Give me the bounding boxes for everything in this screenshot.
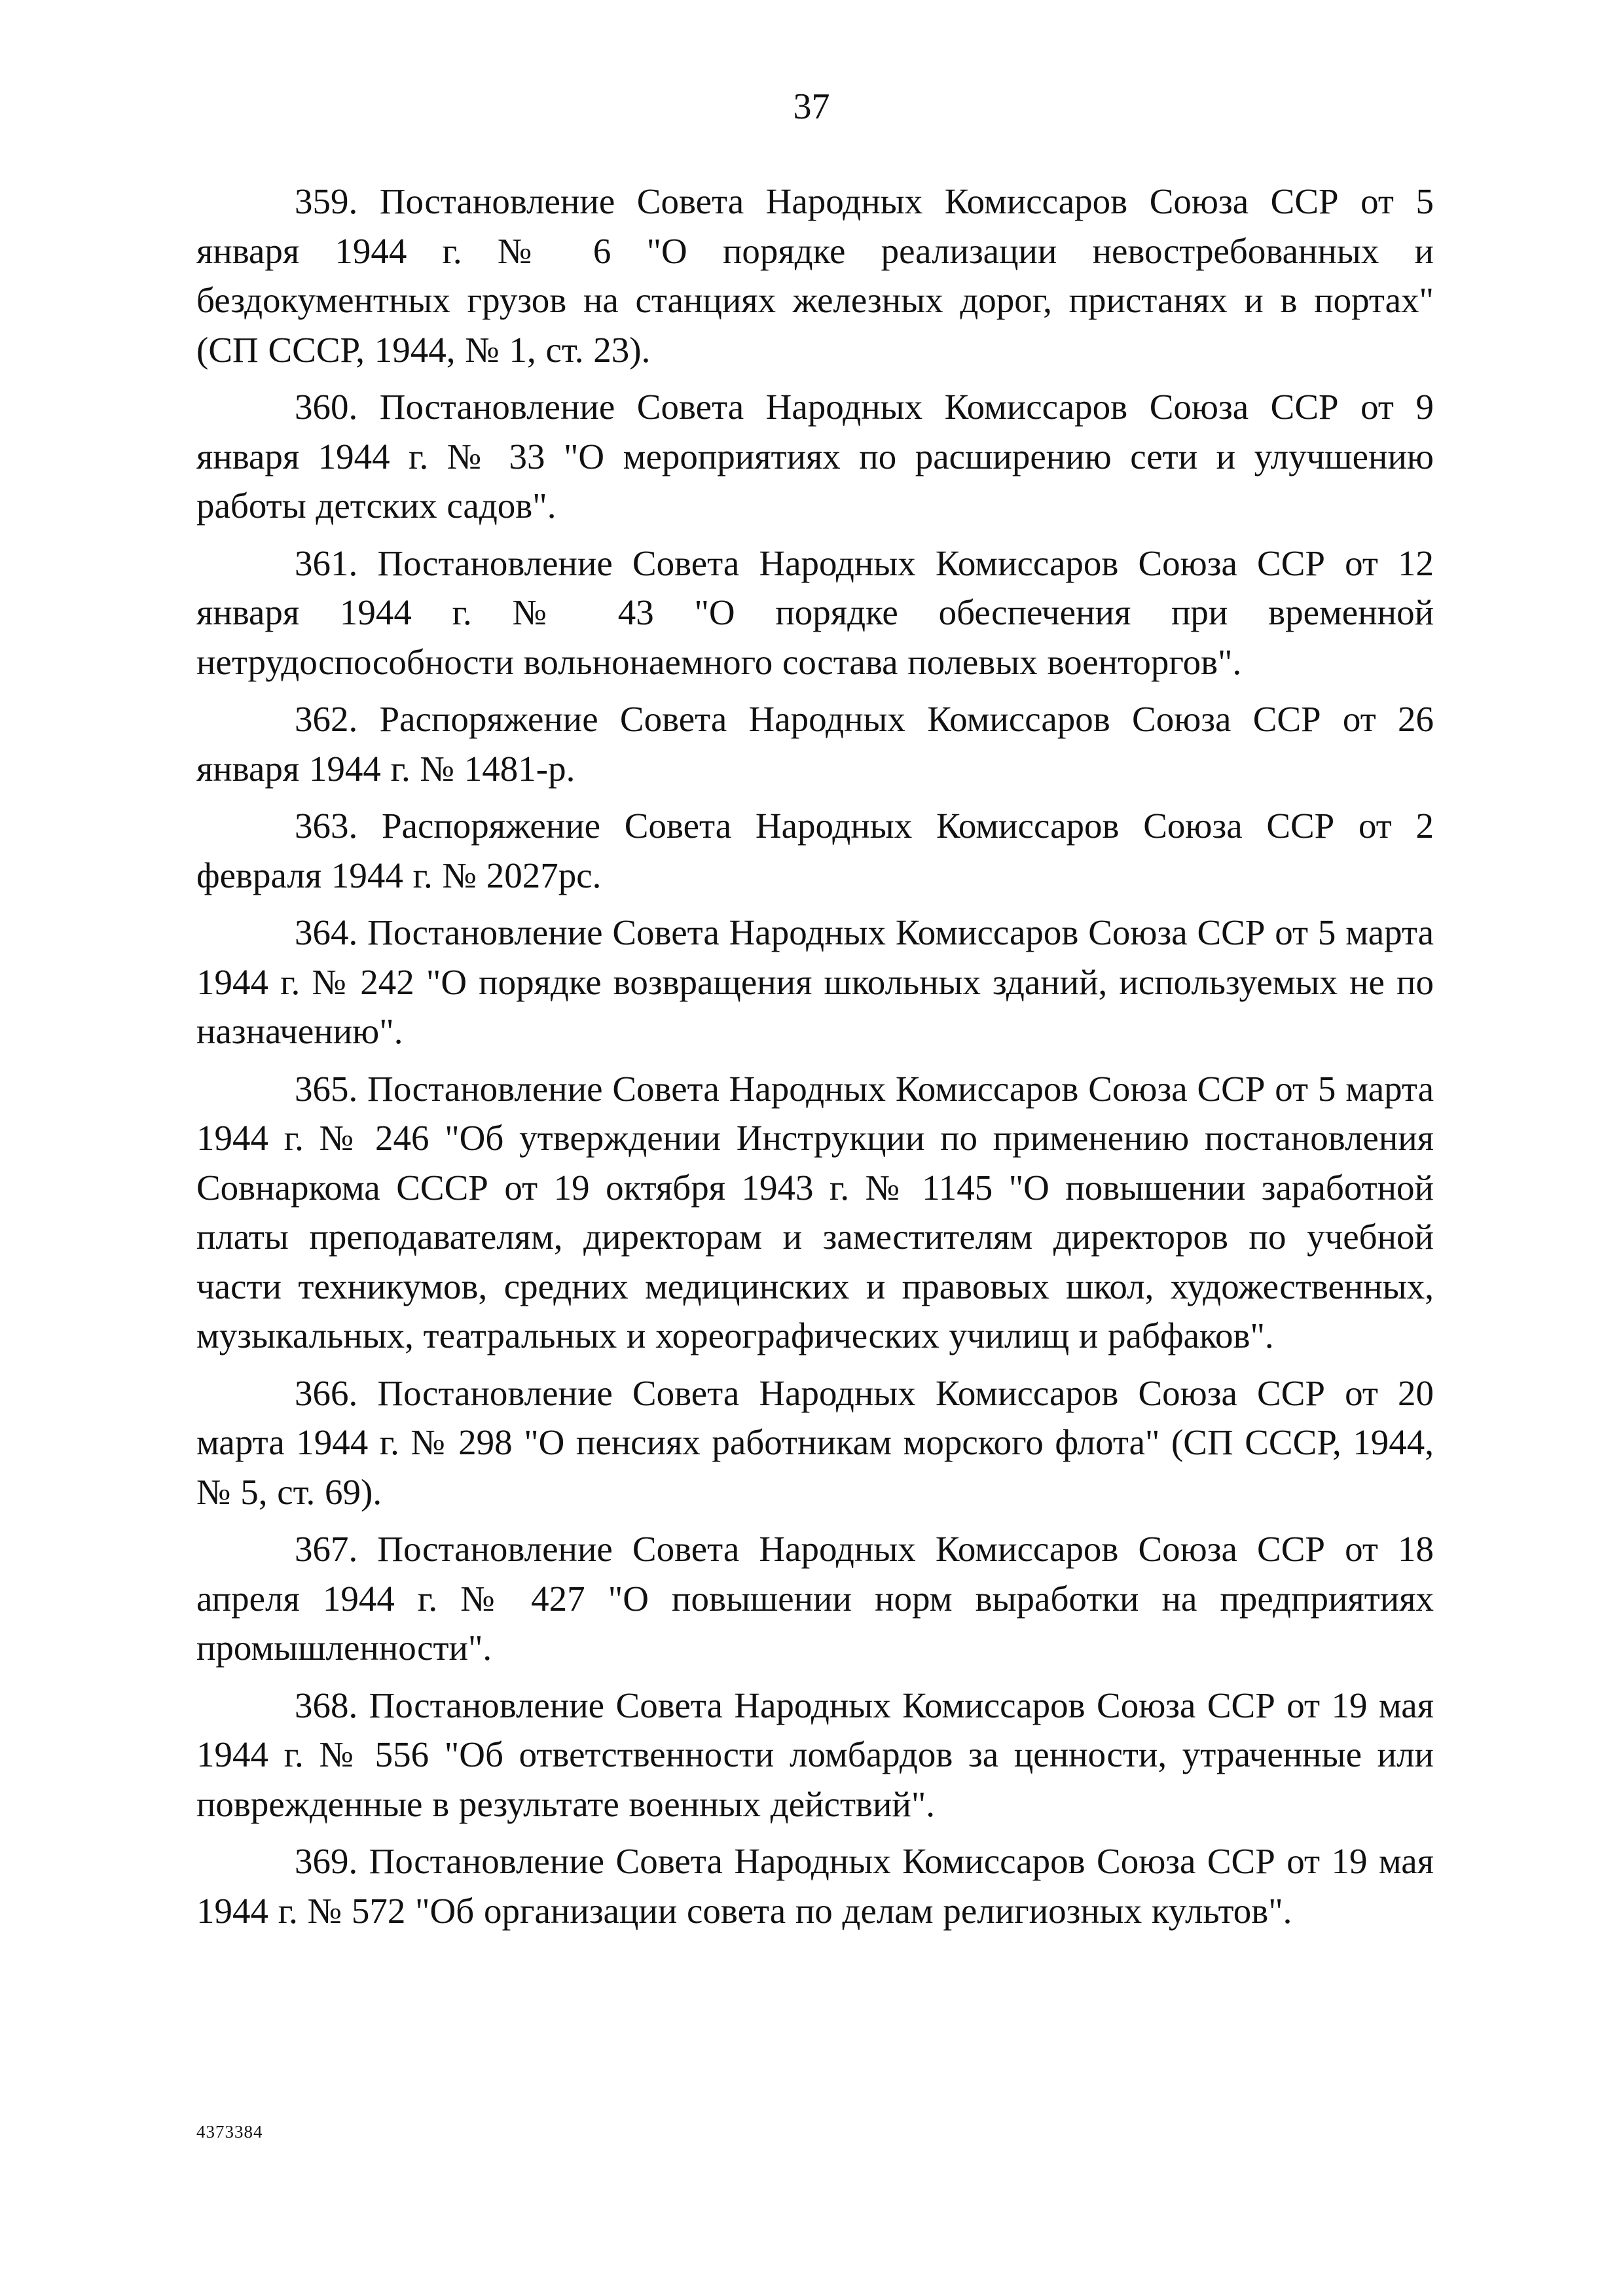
list-item: 360. Постановление Совета Народных Комиссаров Союза ССР от 9 января 1944 г. № 33 "О мероприятиях по расширению сети и улучшению работы детских садов". (196, 387, 1434, 526)
page-number: 37 (793, 86, 830, 127)
list-item: 363. Распоряжение Совета Народных Комиссаров Союза ССР от 2 февраля 1944 г. № 2027рс. (196, 806, 1434, 895)
list-item: 359. Постановление Совета Народных Комиссаров Союза ССР от 5 января 1944 г. № 6 "О порядке реализации невостребованных и бездокументных грузов на станциях железных дорог, пристанях и в портах" (СП СССР, 1944, № 1, ст. 23). (196, 181, 1434, 370)
list-item: 365. Постановление Совета Народных Комиссаров Союза ССР от 5 марта 1944 г. № 246 "Об утверждении Инструкции по применению постановления Совнаркома СССР от 19 октября 1943 г. № 1145 "О повышении заработной платы преподавателям, директорам и заместителям директоров по учебной части техникумов, средних медицинских и правовых школ, художественных, музыкальных, театральных и хореографических училищ и рабфаков". (196, 1068, 1434, 1355)
list-item: 366. Постановление Совета Народных Комиссаров Союза ССР от 20 марта 1944 г. № 298 "О пенсиях работникам морского флота" (СП СССР, 1944, № 5, ст. 69). (196, 1372, 1434, 1512)
list-item: 362. Распоряжение Совета Народных Комиссаров Союза ССР от 26 января 1944 г. № 1481-р. (196, 699, 1434, 789)
document-id: 4373384 (196, 2122, 263, 2142)
list-item: 369. Постановление Совета Народных Комиссаров Союза ССР от 19 мая 1944 г. № 572 "Об организации совета по делам религиозных культов". (196, 1841, 1434, 1931)
document-body (196, 177, 1434, 1943)
list-item: 368. Постановление Совета Народных Комиссаров Союза ССР от 19 мая 1944 г. № 556 "Об ответственности ломбардов за ценности, утраченные или поврежденные в результате военных действий". (196, 1685, 1434, 1824)
list-item: 361. Постановление Совета Народных Комиссаров Союза ССР от 12 января 1944 г. № 43 "О порядке обеспечения при временной нетрудоспособности вольнонаемного состава полевых военторгов". (196, 543, 1434, 682)
list-item: 364. Постановление Совета Народных Комиссаров Союза ССР от 5 марта 1944 г. № 242 "О порядке возвращения школьных зданий, используемых не по назначению". (196, 912, 1434, 1051)
list-item: 367. Постановление Совета Народных Комиссаров Союза ССР от 18 апреля 1944 г. № 427 "О повышении норм выработки на предприятиях промышленности". (196, 1529, 1434, 1668)
